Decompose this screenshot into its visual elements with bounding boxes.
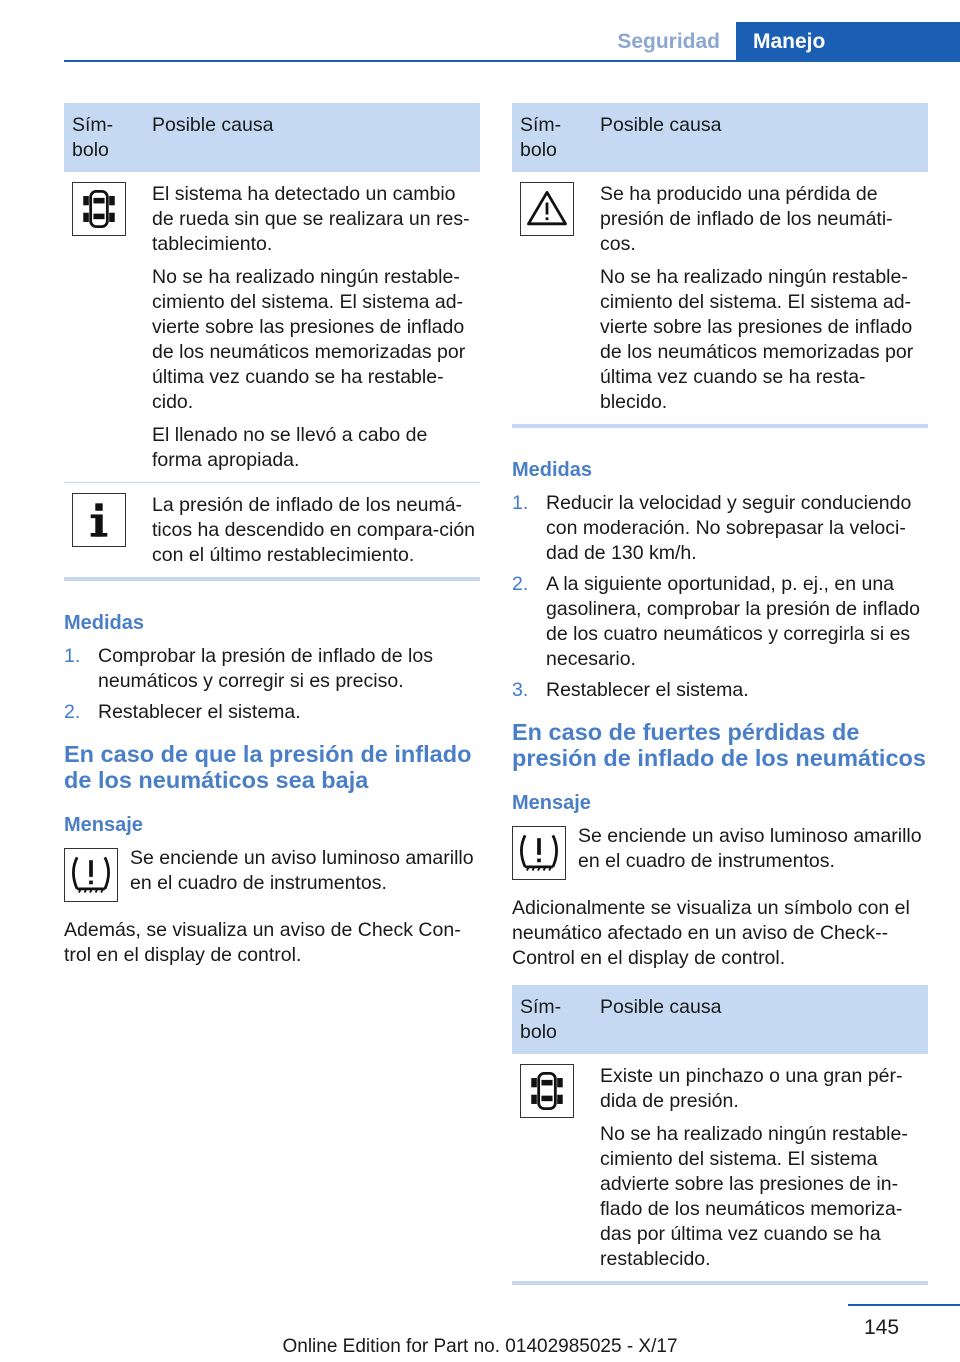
header-rule <box>64 60 960 62</box>
mensaje-heading: Mensaje <box>64 814 143 836</box>
car-tire-icon <box>72 182 126 236</box>
medidas-heading: Medidas <box>512 459 593 481</box>
warning-triangle-icon <box>520 182 574 236</box>
table-row <box>512 172 928 428</box>
cause-table-right-1 <box>512 103 928 428</box>
step-text: Restablecer el sistema. <box>546 679 749 701</box>
cause-text: El llenado no se llevó a cabo de forma apropiada. <box>152 424 428 471</box>
table-row <box>64 172 480 483</box>
mensaje-text: Se enciende un aviso luminoso amarillo en el cuadro de instrumentos. <box>578 825 922 872</box>
list-item <box>512 572 928 672</box>
step-number: 2. <box>64 701 81 723</box>
list-item <box>64 644 480 694</box>
symbol-cell <box>512 1064 592 1272</box>
step-text: Comprobar la presión de inflado de los neumáticos y corregir si es preciso. <box>98 645 433 692</box>
table-header <box>64 103 480 172</box>
col-symbol-header <box>512 113 592 163</box>
section-heading: En caso de que la presión de inflado de los neumáticos sea baja <box>64 741 472 793</box>
cause-text: No se ha realizado ningún restable-cimiento del sistema. El sistema ad-vierte sobre las presiones de inflado de los neumáticos memorizadas por última vez cuando se ha resta-blecido. <box>600 266 914 413</box>
extra-text: Además, se visualiza un aviso de Check Con-trol en el display de control. <box>64 919 461 966</box>
cause-text: El sistema ha detectado un cambio de rueda sin que se realizara un res-tablecimiento. <box>152 183 470 255</box>
page-number: 145 <box>864 1316 900 1339</box>
table-row <box>64 483 480 581</box>
medidas-heading: Medidas <box>64 612 145 634</box>
col-symbol-header <box>512 995 592 1045</box>
table-header <box>512 985 928 1054</box>
medidas-list <box>512 491 928 703</box>
cause-cell <box>144 182 480 473</box>
step-text: Reducir la velocidad y seguir conduciendo con moderación. No sobrepasar la veloci-dad de 130 km/h. <box>546 492 912 564</box>
section-heading: En caso de fuertes pérdidas de presión de inflado de los neumáticos <box>512 719 926 771</box>
header-tab-seguridad[interactable]: Seguridad <box>617 30 720 53</box>
info-icon <box>72 493 126 547</box>
col-symbol-header <box>64 113 144 163</box>
tire-pressure-warning-icon <box>64 848 118 902</box>
cause-text: No se ha realizado ningún restable-cimiento del sistema. El sistema ad-vierte sobre las presiones de inflado de los neumáticos memorizadas por última vez cuando se ha restable-cido. <box>152 266 466 413</box>
symbol-cell <box>64 493 144 568</box>
list-item <box>64 700 480 725</box>
cause-text: La presión de inflado de los neumá-ticos ha descendido en compara-ción con el último restablecimiento. <box>152 494 476 566</box>
step-text: Restablecer el sistema. <box>98 701 301 723</box>
header-tab-manejo[interactable]: Manejo <box>736 22 960 62</box>
mensaje-block <box>64 846 480 902</box>
col-symbol-label: Sím- bolo <box>72 114 114 161</box>
extra-text: Adicionalmente se visualiza un símbolo con el neumático afectado en un aviso de Check--Control en el display de control. <box>512 897 910 969</box>
car-tire-icon <box>520 1064 574 1118</box>
col-cause-header: Posible causa <box>600 114 722 136</box>
cause-text: Se ha producido una pérdida de presión de inflado de los neumáti-cos. <box>600 183 893 255</box>
cause-text: No se ha realizado ningún restable-cimiento del sistema. El sistema advierte sobre las presiones de in-flado de los neumáticos memoriza-das por última vez cuando se ha restablecido. <box>600 1123 908 1270</box>
step-number: 1. <box>64 645 81 667</box>
left-column <box>64 103 480 968</box>
cause-cell <box>592 1064 928 1272</box>
mensaje-block <box>512 824 928 880</box>
cause-table-left <box>64 103 480 581</box>
step-number: 1. <box>512 492 529 514</box>
right-column <box>512 103 928 1285</box>
cause-cell <box>144 493 480 568</box>
step-number: 2. <box>512 573 529 595</box>
list-item <box>512 491 928 566</box>
col-symbol-label: Sím- bolo <box>520 996 562 1043</box>
cause-text: Existe un pinchazo o una gran pér-dida de presión. <box>600 1065 903 1112</box>
step-text: A la siguiente oportunidad, p. ej., en una gasolinera, comprobar la presión de inflado de los cuatro neumáticos y corregirla si es necesario. <box>546 573 920 670</box>
symbol-cell <box>64 182 144 473</box>
mensaje-text: Se enciende un aviso luminoso amarillo en el cuadro de instrumentos. <box>130 847 474 894</box>
col-symbol-label: Sím- bolo <box>520 114 562 161</box>
page-number-rule <box>848 1304 960 1306</box>
table-row <box>512 1054 928 1285</box>
symbol-cell <box>512 182 592 415</box>
step-number: 3. <box>512 679 529 701</box>
edition-footer: Online Edition for Part no. 01402985025 - X/17 <box>282 1336 678 1357</box>
tire-pressure-warning-icon <box>512 826 566 880</box>
mensaje-heading: Mensaje <box>512 792 591 814</box>
cause-cell <box>592 182 928 415</box>
table-header <box>512 103 928 172</box>
col-cause-header: Posible causa <box>152 114 274 136</box>
cause-table-right-2 <box>512 985 928 1285</box>
medidas-list <box>64 644 480 725</box>
col-cause-header: Posible causa <box>600 996 722 1018</box>
list-item <box>512 678 928 703</box>
